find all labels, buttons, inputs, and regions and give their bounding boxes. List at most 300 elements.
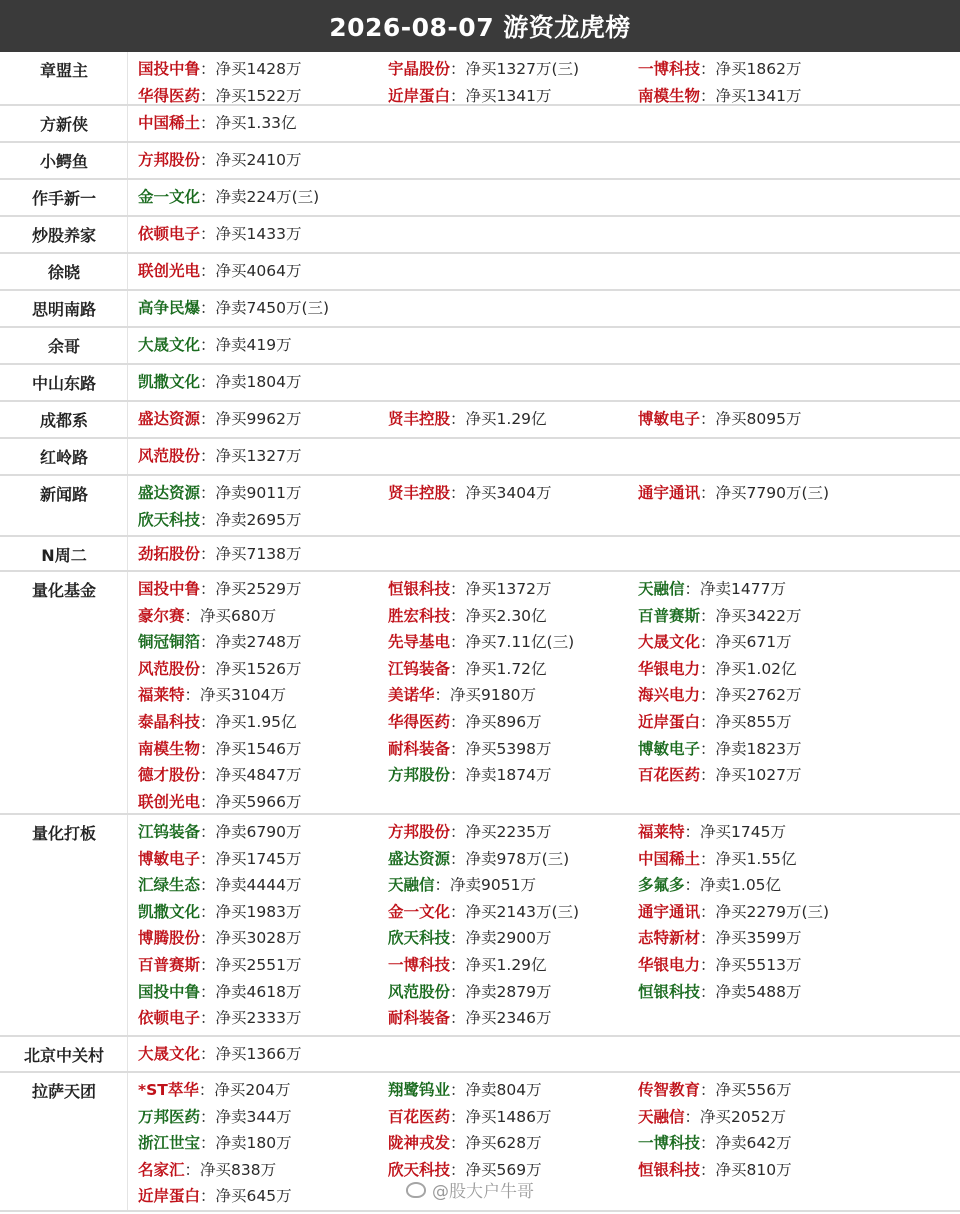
trader-name: 思明南路 xyxy=(31,300,96,319)
net-amount: 净买671万 xyxy=(715,633,792,652)
separator: ： xyxy=(700,929,716,948)
stock-name: 近岸蛋白 xyxy=(138,1187,201,1206)
stock-name: 华银电力 xyxy=(638,955,701,974)
trader-row xyxy=(0,328,960,365)
stock-name: 百普赛斯 xyxy=(638,606,701,625)
net-amount: 净买1526万 xyxy=(215,659,302,678)
stock-name: 方邦股份 xyxy=(138,151,201,169)
net-amount: 净卖978万(三) xyxy=(465,849,570,868)
trade-list xyxy=(128,476,960,535)
trade-entry xyxy=(638,1104,960,1131)
separator: ： xyxy=(450,849,466,868)
net-amount: 净买1486万 xyxy=(465,1107,552,1126)
trade-entry xyxy=(388,872,638,899)
trade-entry xyxy=(638,576,960,603)
trader-name: 徐晓 xyxy=(47,263,80,282)
net-amount: 净卖1477万 xyxy=(700,580,786,598)
stock-name: 中国稀土 xyxy=(638,849,701,868)
net-amount: 净买2143万(三) xyxy=(465,902,580,921)
trade-entry xyxy=(638,1130,960,1157)
trade-entry xyxy=(138,979,388,1006)
trade-entry xyxy=(638,979,960,1006)
separator: ： xyxy=(700,1081,716,1099)
trade-entry xyxy=(138,925,388,952)
stock-name: 金一文化 xyxy=(138,188,201,206)
stock-name: 耐科装备 xyxy=(388,739,451,758)
stock-name: 欣天科技 xyxy=(388,1160,451,1179)
watermark-text: @股大户牛哥 xyxy=(432,1182,534,1202)
net-amount: 净卖7450万(三) xyxy=(215,299,330,317)
net-amount: 净卖804万 xyxy=(465,1081,542,1099)
stock-name: 凯撒文化 xyxy=(138,902,201,921)
trade-entry xyxy=(388,709,638,736)
trade-entry xyxy=(638,629,960,656)
trade-list xyxy=(128,254,960,289)
separator: ： xyxy=(700,982,716,1001)
stock-name: 华得医药 xyxy=(388,712,451,731)
net-amount: 净买1.29亿 xyxy=(465,955,547,974)
stock-name: 南模生物 xyxy=(638,86,701,105)
separator: ： xyxy=(700,766,716,785)
net-amount: 净买1.55亿 xyxy=(715,849,797,868)
stock-name: 泰晶科技 xyxy=(138,712,201,731)
trade-entry xyxy=(638,819,960,846)
trade-list xyxy=(128,439,960,474)
stock-name: 通宇通讯 xyxy=(638,902,701,921)
trade-entry xyxy=(638,952,960,979)
trade-entry xyxy=(388,406,638,433)
stock-name: 天融信 xyxy=(638,1107,685,1126)
separator: ： xyxy=(700,659,716,678)
trade-entry xyxy=(638,406,960,433)
net-amount: 净买810万 xyxy=(715,1160,792,1179)
separator: ： xyxy=(184,606,201,625)
trade-entry xyxy=(138,682,388,709)
net-amount: 净卖6790万 xyxy=(215,823,302,841)
trade-entry xyxy=(138,1104,388,1131)
net-amount: 净卖4444万 xyxy=(215,876,302,895)
net-amount: 净卖180万 xyxy=(215,1134,292,1153)
stock-name: 志特新材 xyxy=(638,929,701,948)
trader-row xyxy=(0,476,960,537)
separator: ： xyxy=(200,410,216,428)
trade-list xyxy=(128,537,960,570)
stock-name: 通宇通讯 xyxy=(638,484,701,502)
separator: ： xyxy=(200,659,216,678)
stock-name: 国投中鲁 xyxy=(138,982,201,1001)
separator: ： xyxy=(700,739,716,758)
separator: ： xyxy=(450,712,466,731)
trade-list xyxy=(128,402,960,437)
stock-name: 欣天科技 xyxy=(138,510,201,529)
stock-name: 恒银科技 xyxy=(388,580,451,598)
stock-name: 江钨装备 xyxy=(138,823,201,841)
net-amount: 净买9962万 xyxy=(215,410,302,428)
separator: ： xyxy=(450,633,466,652)
trade-entry xyxy=(638,709,960,736)
net-amount: 净卖2879万 xyxy=(465,982,552,1001)
separator: ： xyxy=(200,510,216,529)
stock-name: 贤丰控股 xyxy=(388,410,451,428)
trade-list xyxy=(128,1037,960,1071)
trade-entry xyxy=(388,846,638,873)
trader-name: 拉萨天团 xyxy=(31,1082,96,1101)
trade-entry xyxy=(138,846,388,873)
stock-name: 天融信 xyxy=(388,876,435,895)
trade-list xyxy=(128,572,960,813)
trade-entry xyxy=(138,872,388,899)
stock-name: 贤丰控股 xyxy=(388,484,451,502)
trade-entry xyxy=(638,872,960,899)
separator: ： xyxy=(200,955,216,974)
stock-name: 依顿电子 xyxy=(138,225,201,243)
trade-entry xyxy=(138,1157,388,1184)
trade-entry xyxy=(138,369,388,396)
stock-name: 依顿电子 xyxy=(138,1009,201,1028)
separator: ： xyxy=(200,902,216,921)
separator: ： xyxy=(450,580,466,598)
trader-row xyxy=(0,439,960,476)
stock-name: 近岸蛋白 xyxy=(638,712,701,731)
stock-name: 方邦股份 xyxy=(388,823,451,841)
separator: ： xyxy=(700,86,716,105)
separator: ： xyxy=(200,1134,216,1153)
separator: ： xyxy=(184,686,201,705)
trade-entry xyxy=(138,56,388,83)
trade-list xyxy=(128,106,960,141)
separator: ： xyxy=(200,86,216,105)
separator: ： xyxy=(200,1187,216,1206)
separator: ： xyxy=(198,1081,215,1099)
stock-name: 国投中鲁 xyxy=(138,580,201,598)
stock-name: 一博科技 xyxy=(638,1134,701,1153)
trader-row xyxy=(0,52,960,106)
stock-name: 百花医药 xyxy=(388,1107,451,1126)
stock-name: 恒银科技 xyxy=(638,982,701,1001)
net-amount: 净买1428万 xyxy=(215,60,302,78)
separator: ： xyxy=(700,902,716,921)
net-amount: 净买2410万 xyxy=(215,151,302,169)
trade-entry xyxy=(388,1130,638,1157)
trade-entry xyxy=(388,1077,638,1104)
net-amount: 净买7138万 xyxy=(215,545,302,563)
net-amount: 净买1327万 xyxy=(215,447,302,465)
trade-entry xyxy=(138,819,388,846)
stock-name: 金一文化 xyxy=(388,902,451,921)
separator: ： xyxy=(700,849,716,868)
trader-name: N周二 xyxy=(41,546,87,565)
stock-name: 联创光电 xyxy=(138,262,201,280)
trade-list xyxy=(128,365,960,400)
net-amount: 净卖419万 xyxy=(215,336,292,354)
separator: ： xyxy=(450,60,466,78)
trade-entry xyxy=(138,952,388,979)
net-amount: 净卖5488万 xyxy=(715,982,802,1001)
trade-entry xyxy=(638,925,960,952)
trade-list xyxy=(128,143,960,178)
separator: ： xyxy=(200,114,216,132)
separator: ： xyxy=(450,1107,466,1126)
trade-entry xyxy=(138,507,388,534)
net-amount: 净卖9011万 xyxy=(215,484,302,502)
stock-name: 万邦医药 xyxy=(138,1107,201,1126)
watermark xyxy=(406,1177,534,1202)
net-amount: 净买1366万 xyxy=(215,1045,302,1063)
trade-entry xyxy=(138,603,388,630)
trade-entry xyxy=(138,406,388,433)
trader-name: 新闻路 xyxy=(39,485,88,504)
net-amount: 净买1745万 xyxy=(215,849,302,868)
trade-entry xyxy=(138,1183,388,1210)
stock-name: 风范股份 xyxy=(138,659,201,678)
trade-entry xyxy=(138,221,388,248)
stock-name: 胜宏科技 xyxy=(388,606,451,625)
trade-entry xyxy=(638,762,960,789)
net-amount: 净买645万 xyxy=(215,1187,292,1206)
trade-entry xyxy=(638,1077,960,1104)
trade-entry xyxy=(138,110,388,137)
separator: ： xyxy=(700,633,716,652)
net-amount: 净买1433万 xyxy=(215,225,302,243)
separator: ： xyxy=(200,336,216,354)
stock-name: 百花医药 xyxy=(638,766,701,785)
trader-row xyxy=(0,537,960,572)
stock-name: 恒银科技 xyxy=(638,1160,701,1179)
trade-entry xyxy=(138,709,388,736)
net-amount: 净买5966万 xyxy=(215,792,302,811)
separator: ： xyxy=(700,1160,716,1179)
stock-name: 国投中鲁 xyxy=(138,60,201,78)
stock-name: 华银电力 xyxy=(638,659,701,678)
trade-entry xyxy=(138,736,388,763)
net-amount: 净买1341万 xyxy=(715,86,802,105)
net-amount: 净买7790万(三) xyxy=(715,484,830,502)
net-amount: 净买1327万(三) xyxy=(465,60,580,78)
net-amount: 净买569万 xyxy=(465,1160,542,1179)
net-amount: 净买3404万 xyxy=(465,484,552,502)
net-amount: 净买4064万 xyxy=(215,262,302,280)
trader-name: 成都系 xyxy=(39,411,88,430)
trade-entry xyxy=(138,332,388,359)
separator: ： xyxy=(684,1107,701,1126)
separator: ： xyxy=(450,1134,466,1153)
trader-row xyxy=(0,143,960,180)
separator: ： xyxy=(434,686,451,705)
trader-row xyxy=(0,572,960,815)
separator: ： xyxy=(450,1160,466,1179)
net-amount: 净买1.33亿 xyxy=(215,114,297,132)
stock-name: 风范股份 xyxy=(388,982,451,1001)
trader-row xyxy=(0,217,960,254)
trader-row xyxy=(0,106,960,143)
trade-entry xyxy=(388,656,638,683)
trade-entry xyxy=(138,1005,388,1032)
stock-name: 方邦股份 xyxy=(388,766,451,785)
stock-name: 汇绿生态 xyxy=(138,876,201,895)
net-amount: 净买1.72亿 xyxy=(465,659,547,678)
trade-list xyxy=(128,291,960,326)
separator: ： xyxy=(200,739,216,758)
net-amount: 净买1372万 xyxy=(465,580,552,598)
stock-name: 中国稀土 xyxy=(138,114,201,132)
stock-name: 福莱特 xyxy=(138,686,185,705)
separator: ： xyxy=(200,373,216,391)
separator: ： xyxy=(700,410,716,428)
net-amount: 净买3104万 xyxy=(200,686,286,705)
stock-name: 大晟文化 xyxy=(638,633,701,652)
separator: ： xyxy=(200,545,216,563)
net-amount: 净买2762万 xyxy=(715,686,802,705)
net-amount: 净卖344万 xyxy=(215,1107,292,1126)
separator: ： xyxy=(200,299,216,317)
trade-entry xyxy=(138,541,388,568)
trade-entry xyxy=(388,925,638,952)
net-amount: 净卖2695万 xyxy=(215,510,302,529)
separator: ： xyxy=(450,410,466,428)
net-amount: 净买1341万 xyxy=(465,86,552,105)
stock-name: 百普赛斯 xyxy=(138,955,201,974)
trade-entry xyxy=(388,1005,638,1032)
net-amount: 净卖1.05亿 xyxy=(700,876,782,895)
separator: ： xyxy=(200,188,216,206)
trader-name: 小鳄鱼 xyxy=(39,152,88,171)
net-amount: 净卖642万 xyxy=(715,1134,792,1153)
net-amount: 净卖4618万 xyxy=(215,982,302,1001)
separator: ： xyxy=(450,606,466,625)
separator: ： xyxy=(200,849,216,868)
separator: ： xyxy=(200,792,216,811)
net-amount: 净买628万 xyxy=(465,1134,542,1153)
stock-name: 耐科装备 xyxy=(388,1009,451,1028)
stock-name: 海兴电力 xyxy=(638,686,701,705)
separator: ： xyxy=(200,262,216,280)
trader-name: 量化基金 xyxy=(31,581,96,600)
net-amount: 净买855万 xyxy=(715,712,792,731)
trade-entry xyxy=(138,629,388,656)
net-amount: 净买204万 xyxy=(214,1081,291,1099)
net-amount: 净买2052万 xyxy=(700,1107,786,1126)
stock-name: 博腾股份 xyxy=(138,929,201,948)
trade-entry xyxy=(138,789,388,816)
net-amount: 净买4847万 xyxy=(215,766,302,785)
trader-name: 红岭路 xyxy=(39,448,88,467)
net-amount: 净买2.30亿 xyxy=(465,606,547,625)
separator: ： xyxy=(200,447,216,465)
net-amount: 净买1745万 xyxy=(700,823,786,841)
separator: ： xyxy=(450,823,466,841)
trade-entry xyxy=(638,899,960,926)
net-amount: 净卖9051万 xyxy=(450,876,536,895)
stock-name: 多氟多 xyxy=(638,876,685,895)
net-amount: 净卖2900万 xyxy=(465,929,552,948)
separator: ： xyxy=(200,823,216,841)
net-amount: 净买2346万 xyxy=(465,1009,552,1028)
stock-name: 一博科技 xyxy=(638,60,701,78)
separator: ： xyxy=(200,580,216,598)
trade-entry xyxy=(638,603,960,630)
net-amount: 净卖2748万 xyxy=(215,633,302,652)
trader-name: 北京中关村 xyxy=(23,1046,104,1065)
net-amount: 净卖1804万 xyxy=(215,373,302,391)
separator: ： xyxy=(450,982,466,1001)
stock-name: 盛达资源 xyxy=(138,484,201,502)
net-amount: 净买896万 xyxy=(465,712,542,731)
net-amount: 净卖1874万 xyxy=(465,766,552,785)
separator: ： xyxy=(450,1081,466,1099)
net-amount: 净买680万 xyxy=(200,606,277,625)
net-amount: 净买1522万 xyxy=(215,86,302,105)
separator: ： xyxy=(200,876,216,895)
stock-name: 联创光电 xyxy=(138,792,201,811)
separator: ： xyxy=(700,712,716,731)
separator: ： xyxy=(450,766,466,785)
separator: ： xyxy=(700,606,716,625)
separator: ： xyxy=(200,151,216,169)
separator: ： xyxy=(200,1009,216,1028)
separator: ： xyxy=(450,1009,466,1028)
net-amount: 净买5398万 xyxy=(465,739,552,758)
net-amount: 净买2551万 xyxy=(215,955,302,974)
weibo-icon xyxy=(406,1182,426,1198)
trader-row xyxy=(0,365,960,402)
trade-entry xyxy=(138,1077,388,1104)
trader-name: 炒股养家 xyxy=(31,226,96,245)
trade-entry xyxy=(138,147,388,174)
separator: ： xyxy=(200,60,216,78)
page-title: 2026-08-07 游资龙虎榜 xyxy=(0,0,960,52)
net-amount: 净买1546万 xyxy=(215,739,302,758)
trade-entry xyxy=(388,952,638,979)
trade-entry xyxy=(138,576,388,603)
trade-entry xyxy=(388,762,638,789)
net-amount: 净买2235万 xyxy=(465,823,552,841)
stock-name: 华得医药 xyxy=(138,86,201,105)
trade-entry xyxy=(138,258,388,285)
separator: ： xyxy=(184,1160,201,1179)
separator: ： xyxy=(450,484,466,502)
trade-entry xyxy=(638,1157,960,1184)
stock-name: 陇神戎发 xyxy=(388,1134,451,1153)
trader-row xyxy=(0,402,960,439)
separator: ： xyxy=(684,823,701,841)
trade-entry xyxy=(388,899,638,926)
net-amount: 净买1.29亿 xyxy=(465,410,547,428)
net-amount: 净买556万 xyxy=(715,1081,792,1099)
separator: ： xyxy=(434,876,451,895)
trader-name: 方新侠 xyxy=(39,115,88,134)
trader-name: 量化打板 xyxy=(31,824,96,843)
separator: ： xyxy=(684,876,701,895)
stock-name: 盛达资源 xyxy=(138,410,201,428)
net-amount: 净买8095万 xyxy=(715,410,802,428)
net-amount: 净买2279万(三) xyxy=(715,902,830,921)
trade-entry xyxy=(638,682,960,709)
trader-row xyxy=(0,254,960,291)
stock-name: 天融信 xyxy=(638,580,685,598)
trade-entry xyxy=(138,443,388,470)
net-amount: 净买7.11亿(三) xyxy=(465,633,575,652)
stock-name: 传智教育 xyxy=(638,1081,701,1099)
trade-entry xyxy=(138,480,388,507)
trade-entry xyxy=(138,295,388,322)
net-amount: 净买1.02亿 xyxy=(715,659,797,678)
trader-name: 中山东路 xyxy=(31,374,96,393)
separator: ： xyxy=(700,484,716,502)
separator: ： xyxy=(200,929,216,948)
net-amount: 净买3028万 xyxy=(215,929,302,948)
separator: ： xyxy=(684,580,701,598)
trade-list xyxy=(128,328,960,363)
